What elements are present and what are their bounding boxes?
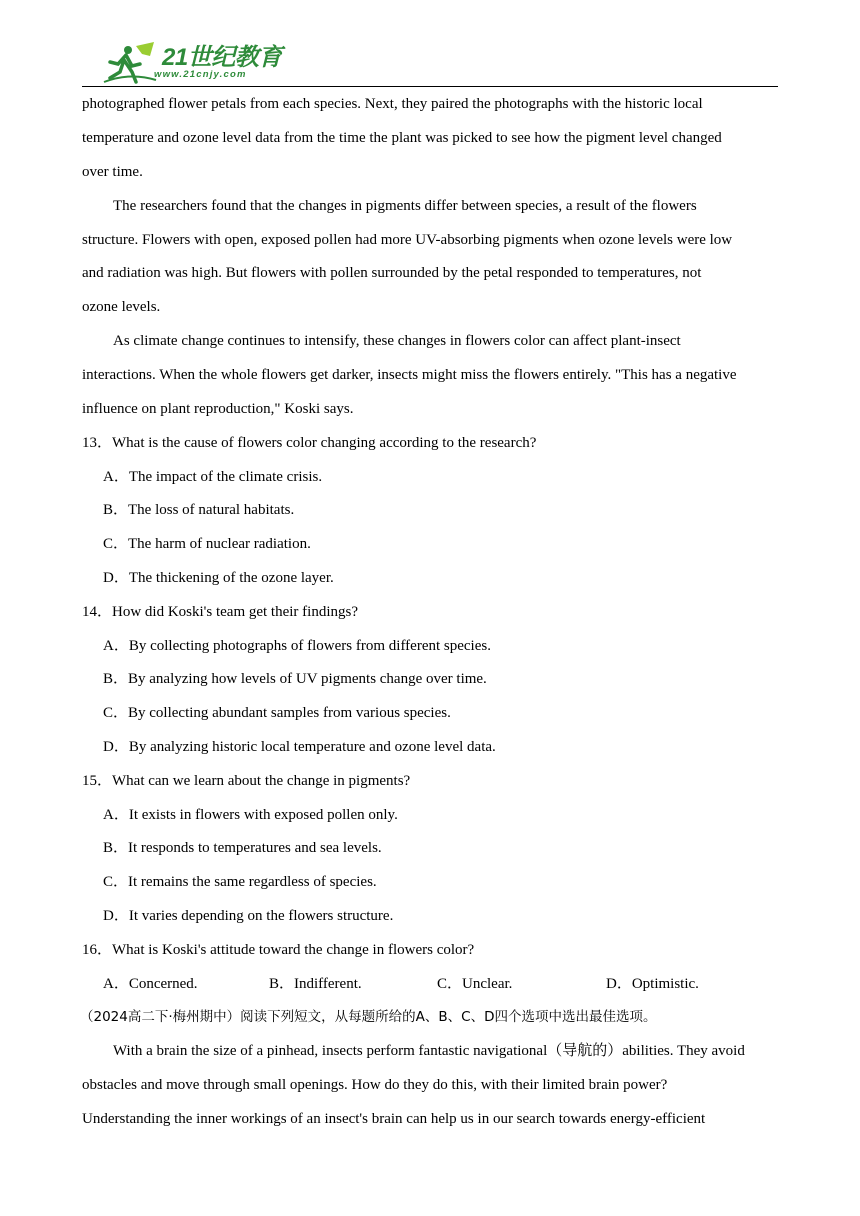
passage-line: and radiation was high. But flowers with pollen surrounded by the petal responded to temperatures, not (82, 265, 702, 281)
passage-line: The researchers found that the changes in pigments differ between species, a result of the flowers (113, 198, 697, 214)
passage-line: obstacles and move through small openings. How do they do this, with their limited brain power? (82, 1077, 668, 1093)
passage-line: interactions. When the whole flowers get darker, insects might miss the flowers entirely. "This has a negative (82, 367, 737, 383)
question-15-option-c[interactable]: C．It remains the same regardless of species. (103, 874, 377, 890)
passage-line: ozone levels. (82, 299, 161, 315)
page-header (82, 40, 778, 87)
question-stem-13: 13．What is the cause of flowers color changing according to the research? (82, 435, 537, 451)
question-stem-15: 15．What can we learn about the change in pigments? (82, 773, 411, 789)
section-instruction: （2024高二下·梅州期中）阅读下列短文，从每题所给的A、B、C、D四个选项中选出最佳选项。 (80, 1009, 657, 1025)
passage-line: With a brain the size of a pinhead, insects perform fantastic navigational（导航的）abilities. They avoid (113, 1043, 745, 1059)
logo-url: www.21cnjy.com (154, 69, 247, 80)
question-16-option-c[interactable]: C．Unclear. (437, 976, 513, 992)
question-13-option-d[interactable]: D．The thickening of the ozone layer. (103, 570, 334, 586)
question-16-option-b[interactable]: B．Indifferent. (269, 976, 362, 992)
question-stem-16: 16．What is Koski's attitude toward the change in flowers color? (82, 942, 475, 958)
logo-wordmark: 21世纪教育 (162, 44, 282, 71)
passage-line: structure. Flowers with open, exposed pollen had more UV-absorbing pigments when ozone levels were low (82, 232, 733, 248)
passage-line: influence on plant reproduction," Koski says. (82, 401, 354, 417)
passage-line: temperature and ozone level data from the time the plant was picked to see how the pigment level changed (82, 130, 722, 146)
question-14-option-a[interactable]: A．By collecting photographs of flowers from different species. (103, 638, 491, 654)
question-13-option-a[interactable]: A．The impact of the climate crisis. (103, 469, 323, 485)
question-15-option-d[interactable]: D．It varies depending on the flowers structure. (103, 908, 394, 924)
passage-line: photographed flower petals from each species. Next, they paired the photographs with the historic local (82, 96, 703, 112)
question-14-option-b[interactable]: B．By analyzing how levels of UV pigments change over time. (103, 671, 487, 687)
running-man-logo-icon (102, 42, 158, 84)
passage-line: As climate change continues to intensify, these changes in flowers color can affect plant-insect (113, 333, 681, 349)
question-15-option-b[interactable]: B．It responds to temperatures and sea levels. (103, 840, 382, 856)
question-16-option-d[interactable]: D．Optimistic. (606, 976, 699, 992)
question-stem-14: 14．How did Koski's team get their findings? (82, 604, 358, 620)
question-15-option-a[interactable]: A．It exists in flowers with exposed pollen only. (103, 807, 398, 823)
site-logo (102, 40, 282, 84)
passage-line: over time. (82, 164, 143, 180)
question-13-option-b[interactable]: B．The loss of natural habitats. (103, 502, 295, 518)
question-13-option-c[interactable]: C．The harm of nuclear radiation. (103, 536, 311, 552)
question-16-option-a[interactable]: A．Concerned. (103, 976, 198, 992)
question-14-option-d[interactable]: D．By analyzing historic local temperature and ozone level data. (103, 739, 496, 755)
question-14-option-c[interactable]: C．By collecting abundant samples from various species. (103, 705, 451, 721)
passage-line: Understanding the inner workings of an insect's brain can help us in our search towards energy-efficient (82, 1111, 706, 1127)
